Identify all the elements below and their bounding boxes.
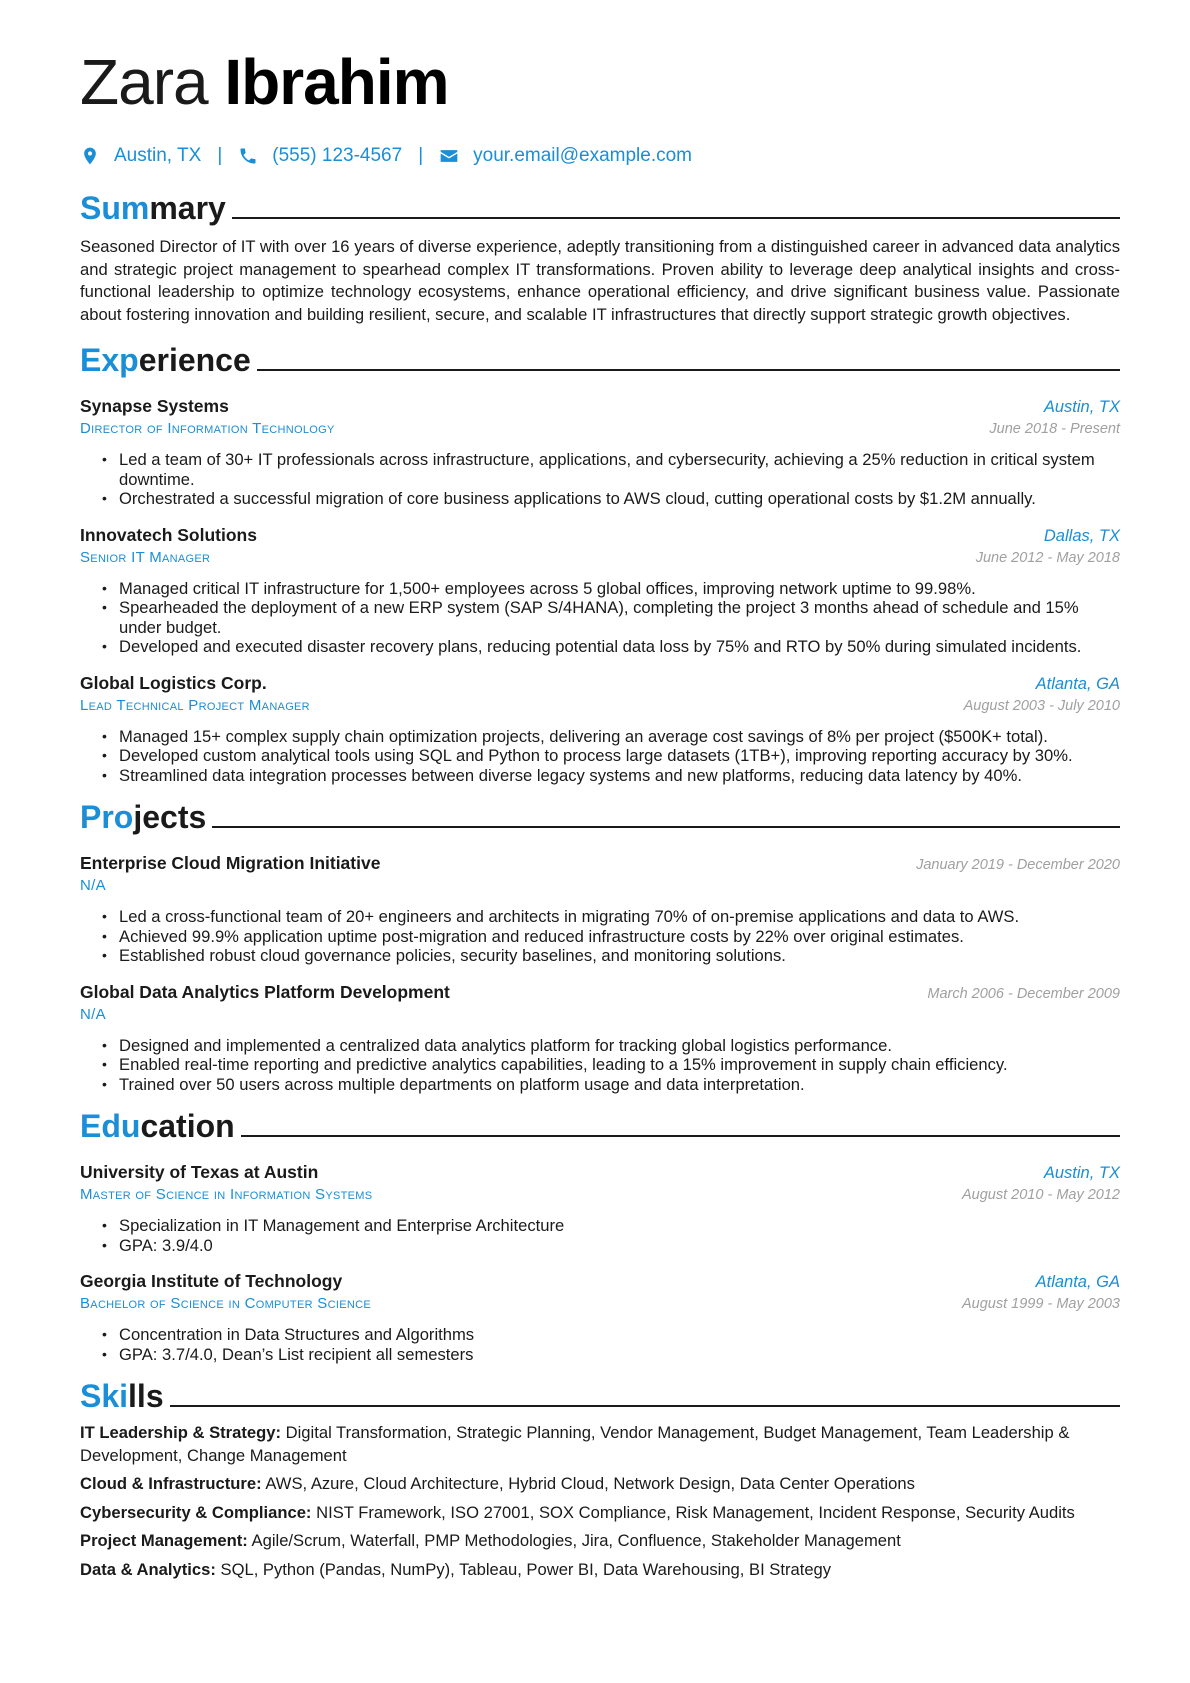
entry-date: August 1999 - May 2003 bbox=[962, 1296, 1120, 1312]
email-link: your.email@example.com bbox=[473, 145, 692, 166]
skill-row bbox=[80, 1502, 1120, 1525]
title-accent: Sum bbox=[80, 190, 150, 226]
entry-date: January 2019 - December 2020 bbox=[916, 857, 1120, 873]
bullet-list bbox=[80, 727, 1120, 786]
skill-label: Cloud & Infrastructure: bbox=[80, 1474, 262, 1493]
title-accent: Edu bbox=[80, 1108, 141, 1144]
skill-label: IT Leadership & Strategy: bbox=[80, 1423, 282, 1442]
project-entry bbox=[80, 851, 1120, 966]
bullet-list bbox=[80, 1036, 1120, 1095]
bullet-list bbox=[80, 450, 1120, 509]
entry-org: Innovatech Solutions bbox=[80, 524, 257, 545]
resume-page bbox=[80, 40, 1120, 1581]
education-heading bbox=[80, 1102, 1120, 1146]
bullet-item: • Streamlined data integration processes between diverse legacy systems and new platforms, reducing data latency by 40%. bbox=[102, 766, 1120, 786]
contact-location bbox=[80, 145, 201, 167]
bullet-item: • Established robust cloud governance policies, security baselines, and monitoring solutions. bbox=[102, 946, 1120, 966]
entry-date: June 2018 - Present bbox=[989, 421, 1120, 437]
skill-value: SQL, Python (Pandas, NumPy), Tableau, Power BI, Data Warehousing, BI Strategy bbox=[220, 1559, 832, 1579]
entry-org: Synapse Systems bbox=[80, 396, 229, 416]
experience-heading bbox=[80, 336, 1120, 380]
entry-role: N/A bbox=[80, 877, 106, 894]
contact-separator: | bbox=[217, 145, 223, 166]
skill-value: AWS, Azure, Cloud Architecture, Hybrid Cloud, Network Design, Data Center Operations bbox=[265, 1474, 915, 1493]
title-rest: mary bbox=[149, 190, 226, 226]
bullet-item: • Trained over 50 users across multiple departments on platform usage and data interpretation. bbox=[102, 1075, 1120, 1095]
last-name: Ibrahim bbox=[224, 46, 449, 118]
skill-row bbox=[80, 1530, 1120, 1553]
skill-value: Digital Transformation, Strategic Planning, Vendor Management, Budget Management, Team Leadership & Development, Change Management bbox=[80, 1423, 1070, 1465]
bullet-item: • Designed and implemented a centralized data analytics platform for tracking global logistics performance. bbox=[102, 1036, 1120, 1056]
bullet-item: • Developed and executed disaster recovery plans, reducing potential data loss by 75% and RTO by 50% during simulated incidents. bbox=[102, 637, 1120, 657]
skill-label: Project Management: bbox=[80, 1531, 248, 1550]
section-title bbox=[80, 797, 206, 837]
title-accent: Ski bbox=[80, 1378, 129, 1414]
bullet-item: • GPA: 3.9/4.0 bbox=[102, 1236, 1120, 1256]
skills-list bbox=[80, 1422, 1120, 1581]
bullet-item: • Enabled real-time reporting and predictive analytics capabilities, leading to a 15% improvement in supply chain efficiency. bbox=[102, 1055, 1120, 1075]
entry-date: August 2010 - May 2012 bbox=[962, 1187, 1120, 1203]
section-title bbox=[80, 1376, 164, 1416]
section-rule bbox=[257, 369, 1120, 371]
entry-org: Global Logistics Corp. bbox=[80, 672, 267, 693]
education-entry bbox=[80, 1160, 1120, 1255]
section-title bbox=[80, 188, 226, 228]
bullet-item: • Concentration in Data Structures and Algorithms bbox=[102, 1325, 1120, 1345]
section-title bbox=[80, 1106, 235, 1146]
entry-date: June 2012 - May 2018 bbox=[975, 549, 1120, 566]
entry-role: Master of Science in Information Systems bbox=[80, 1186, 373, 1203]
experience-entry bbox=[80, 671, 1120, 786]
bullet-item: • Orchestrated a successful migration of core business applications to AWS cloud, cutting operational costs by $1.2M annually. bbox=[102, 489, 1120, 509]
bullet-list bbox=[80, 579, 1120, 657]
entry-location: Atlanta, GA bbox=[1035, 1273, 1120, 1291]
bullet-item: • Managed critical IT infrastructure for 1,500+ employees across 5 global offices, improving network uptime to 99.98%. bbox=[102, 579, 1120, 599]
location-text: Austin, TX bbox=[114, 145, 202, 166]
skill-value: NIST Framework, ISO 27001, SOX Compliance, Risk Management, Incident Response, Security Audits bbox=[316, 1502, 1075, 1522]
summary-text: Seasoned Director of IT with over 16 years of diverse experience, adeptly transitioning from a distinguished career in advanced data analytics and strategic project management to spearhead complex IT transformations. Proven ability to leverage deep analytical insights and cross-functional leadership to optimize technology ecosystems, enhance operational efficiency, and drive significant business value. Passionate about fostering innovation and building resilient, secure, and scalable IT infrastructures that directly support strategic growth objectives. bbox=[80, 237, 1120, 324]
title-rest: lls bbox=[128, 1378, 164, 1414]
entry-role: Bachelor of Science in Computer Science bbox=[80, 1295, 371, 1312]
entry-date: August 2003 - July 2010 bbox=[963, 697, 1120, 714]
section-rule bbox=[241, 1135, 1120, 1137]
bullet-item: • Led a cross-functional team of 20+ engineers and architects in migrating 70% of on-premise applications and data to AWS. bbox=[102, 907, 1120, 927]
entry-location: Austin, TX bbox=[1043, 398, 1120, 416]
project-entry bbox=[80, 980, 1120, 1095]
bullet-item: • Led a team of 30+ IT professionals across infrastructure, applications, and cybersecurity, achieving a 25% reduction in critical system downtime. bbox=[102, 450, 1120, 489]
summary-heading bbox=[80, 184, 1120, 228]
skill-row bbox=[80, 1473, 1120, 1496]
bullet-item: • GPA: 3.7/4.0, Dean’s List recipient all semesters bbox=[102, 1345, 1120, 1365]
entry-role: Director of Information Technology bbox=[80, 420, 335, 437]
contact-separator: | bbox=[418, 145, 424, 166]
title-rest: cation bbox=[140, 1108, 235, 1144]
entry-org: Global Data Analytics Platform Development bbox=[80, 981, 450, 1002]
entry-location: Atlanta, GA bbox=[1035, 674, 1120, 693]
first-name: Zara bbox=[80, 46, 208, 118]
entry-org: University of Texas at Austin bbox=[80, 1162, 319, 1182]
phone-text: (555) 123-4567 bbox=[272, 145, 403, 166]
entry-org: Georgia Institute of Technology bbox=[80, 1271, 343, 1291]
entry-location: Dallas, TX bbox=[1043, 526, 1120, 545]
skill-value: Agile/Scrum, Waterfall, PMP Methodologies, Jira, Confluence, Stakeholder Management bbox=[251, 1531, 901, 1550]
skill-label: Data & Analytics: bbox=[80, 1559, 216, 1579]
envelope-icon bbox=[439, 146, 459, 166]
entry-location: Austin, TX bbox=[1043, 1164, 1120, 1182]
skill-row bbox=[80, 1559, 1120, 1582]
section-rule bbox=[170, 1405, 1120, 1407]
skills-heading bbox=[80, 1372, 1120, 1416]
contact-bar bbox=[80, 142, 1120, 170]
section-rule bbox=[232, 217, 1120, 219]
bullet-list bbox=[80, 1216, 1120, 1255]
bullet-list bbox=[80, 1325, 1120, 1364]
entry-role: Lead Technical Project Manager bbox=[80, 696, 310, 714]
skill-label: Cybersecurity & Compliance: bbox=[80, 1502, 312, 1522]
bullet-item: • Achieved 99.9% application uptime post-migration and reduced infrastructure costs by 22% over original estimates. bbox=[102, 927, 1120, 947]
entry-org: Enterprise Cloud Migration Initiative bbox=[80, 853, 381, 873]
bullet-item: • Specialization in IT Management and Enterprise Architecture bbox=[102, 1216, 1120, 1236]
bullet-item: • Managed 15+ complex supply chain optimization projects, delivering an average cost savings of 8% per project ($500K+ total). bbox=[102, 727, 1120, 747]
title-rest: jects bbox=[133, 799, 207, 835]
bullet-item: • Developed custom analytical tools using SQL and Python to process large datasets (1TB+), improving reporting accuracy by 30%. bbox=[102, 746, 1120, 766]
title-rest: erience bbox=[138, 342, 251, 378]
section-title bbox=[80, 340, 251, 380]
education-entry bbox=[80, 1269, 1120, 1364]
projects-heading bbox=[80, 793, 1120, 837]
entry-date: March 2006 - December 2009 bbox=[927, 985, 1120, 1002]
bullet-list bbox=[80, 907, 1120, 966]
experience-entry bbox=[80, 394, 1120, 509]
contact-email[interactable] bbox=[439, 145, 692, 167]
title-accent: Exp bbox=[80, 342, 139, 378]
entry-role: N/A bbox=[80, 1005, 106, 1023]
title-accent: Pro bbox=[80, 799, 134, 835]
entry-role: Senior IT Manager bbox=[80, 548, 211, 566]
phone-icon bbox=[238, 146, 258, 166]
contact-phone[interactable] bbox=[238, 145, 402, 167]
skill-row bbox=[80, 1422, 1120, 1467]
resume-name bbox=[80, 40, 1120, 124]
bullet-item: • Spearheaded the deployment of a new ERP system (SAP S/4HANA), completing the project 3 months ahead of schedule and 15% under budget. bbox=[102, 598, 1120, 637]
map-marker-icon bbox=[80, 146, 100, 166]
experience-entry bbox=[80, 523, 1120, 657]
section-rule bbox=[212, 826, 1120, 828]
